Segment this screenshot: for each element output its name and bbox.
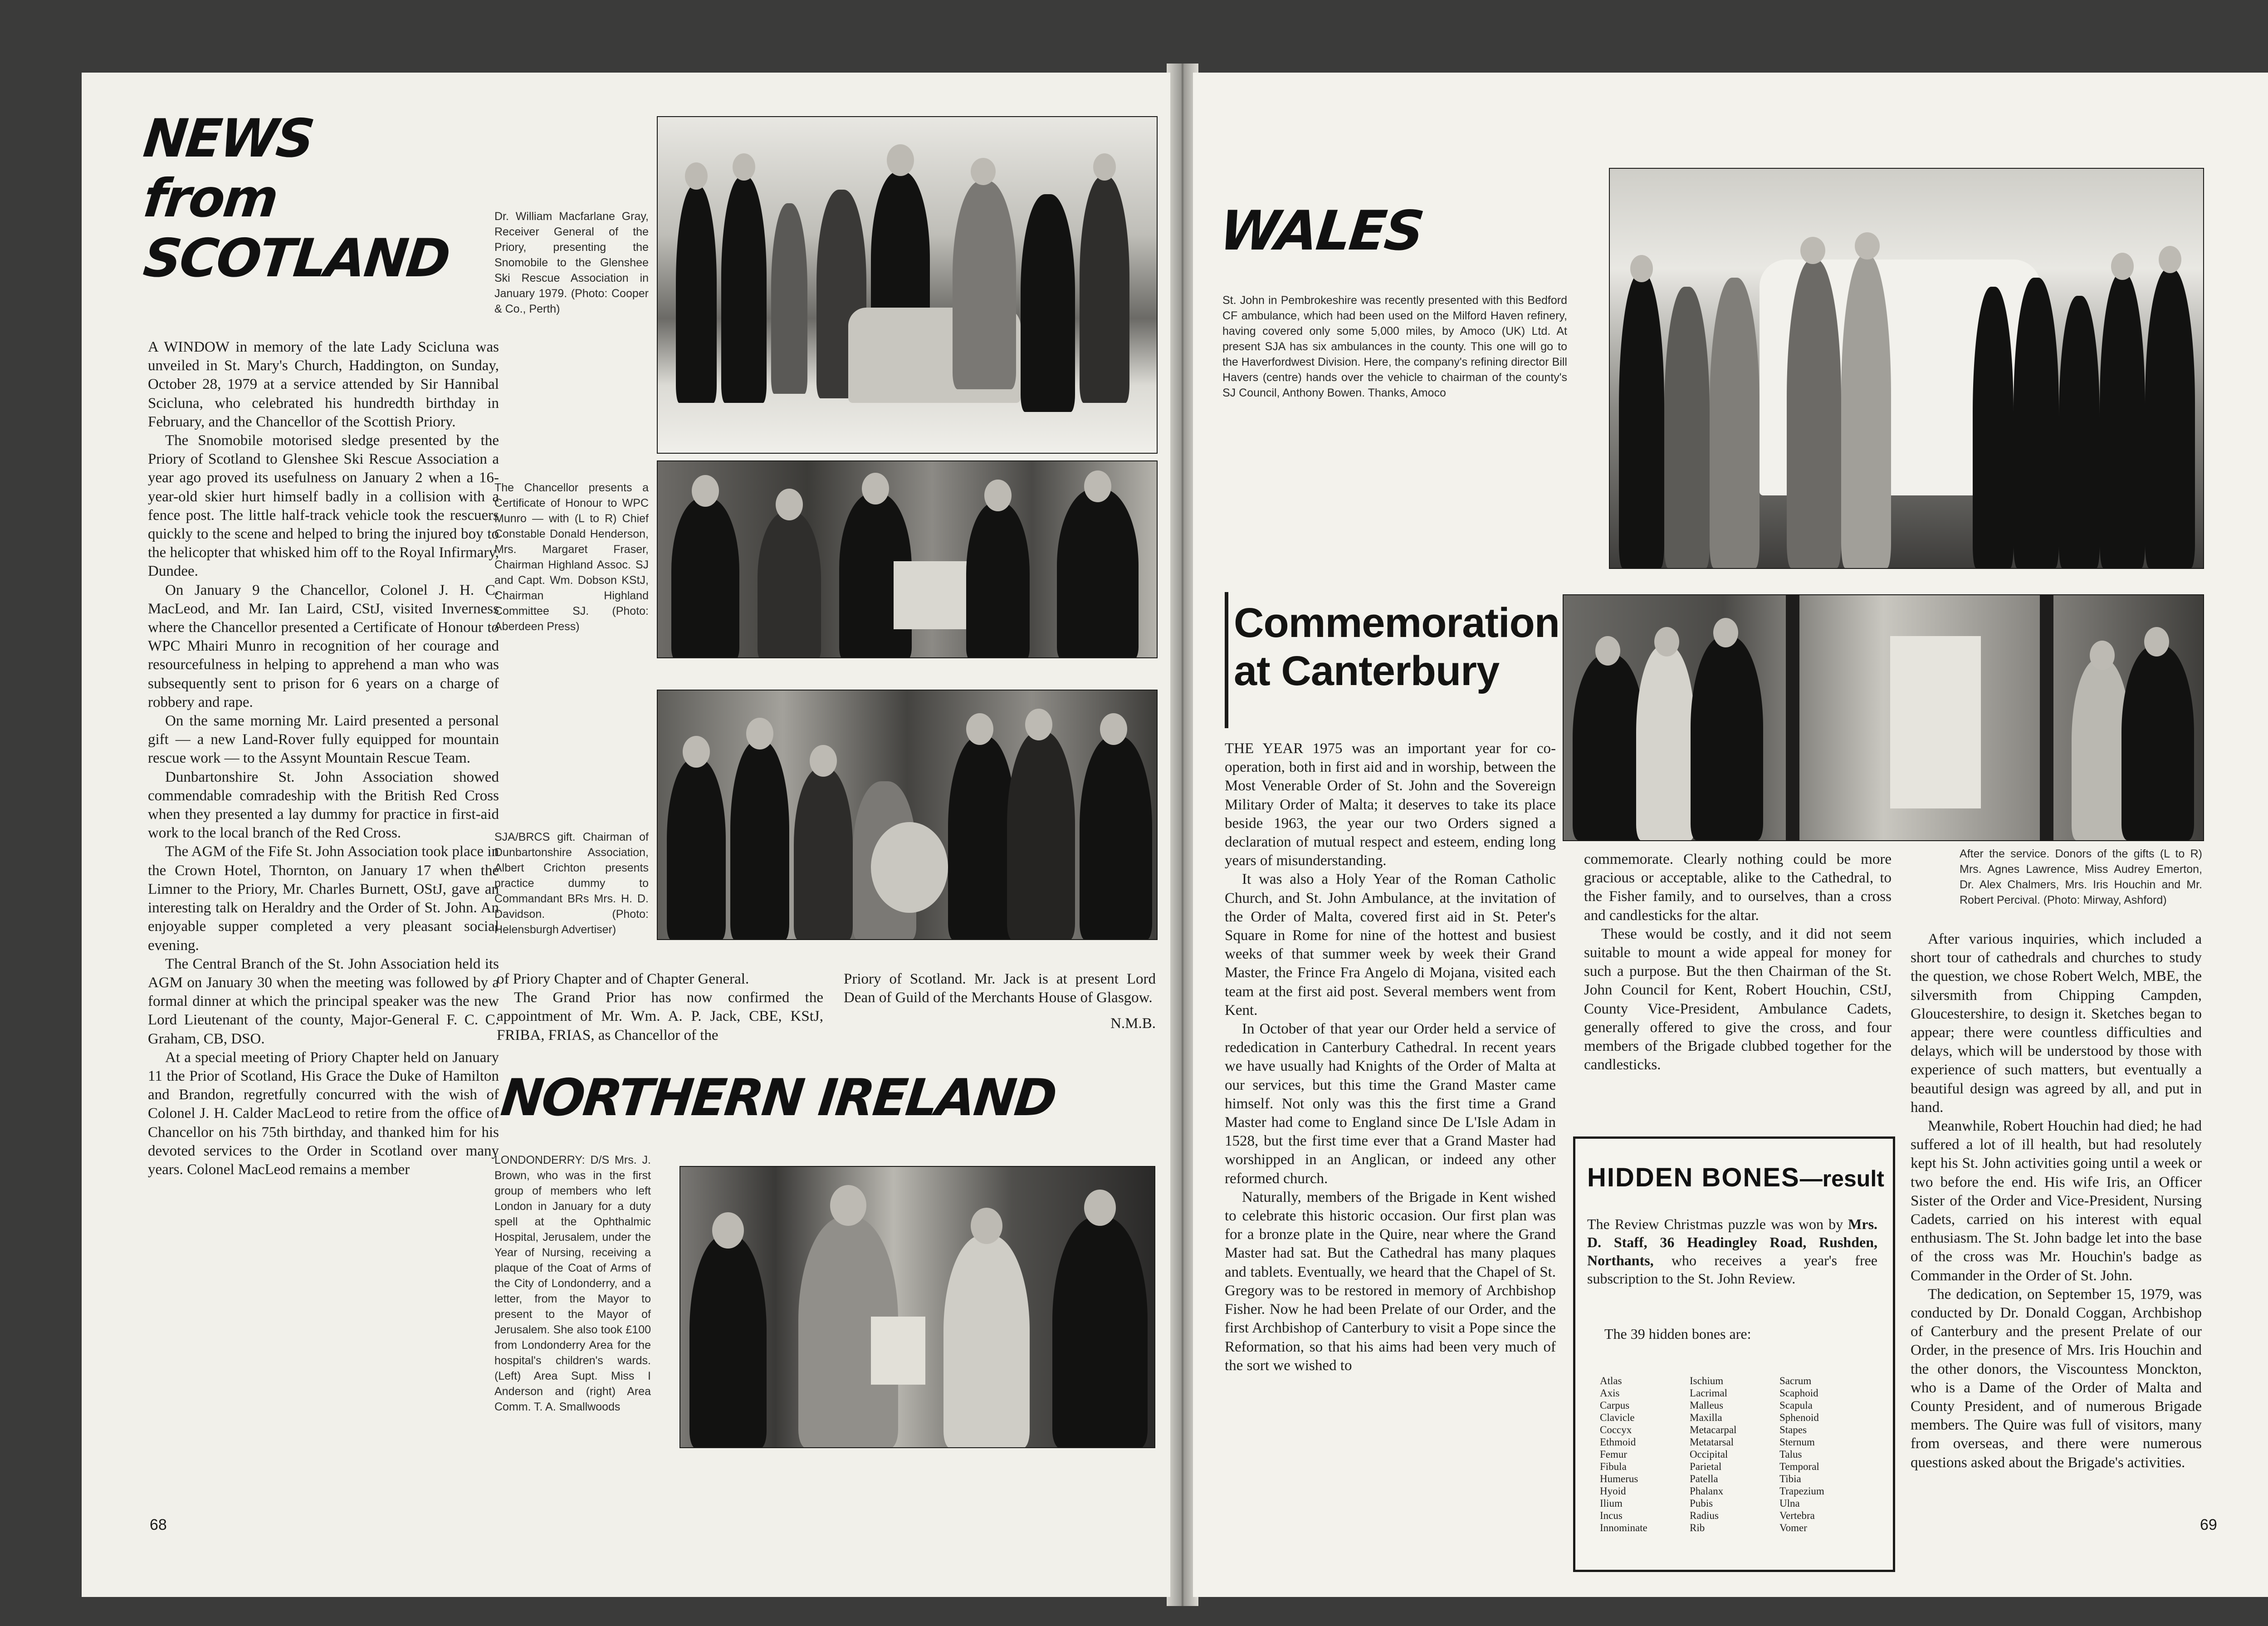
bone-name: Temporal xyxy=(1779,1461,1819,1472)
bone-name: Stapes xyxy=(1779,1424,1807,1435)
scotland-continuation-col2 xyxy=(844,970,1156,1033)
bone-name: Incus xyxy=(1600,1510,1623,1521)
article-paragraph: In October of that year our Order held a service of rededication in Canterbury Cathedral. In recent years we have usually had Knights of the Order of Malta at our services, but this time the Grand Master came himself. Not only was this the first time a Grand Master had come to England since De L'Isle Adam in 1528, but the first time ever that a Grand Master had worshipped in an Anglican, or indeed any other reformed church. xyxy=(1225,1021,1556,1187)
wales-ambulance-photo xyxy=(1609,168,2204,569)
hidden-bones-title-suffix: —result xyxy=(1799,1166,1884,1191)
page-number-right: 69 xyxy=(2200,1516,2217,1533)
certificate-photo xyxy=(657,460,1158,658)
northern-ireland-headline: NORTHERN IRELAND xyxy=(498,1068,1058,1127)
bones-list-col1 xyxy=(1600,1375,1691,1534)
hidden-bones-intro xyxy=(1587,1215,1877,1288)
scotland-continuation-col1 xyxy=(497,970,823,1045)
commemoration-title-line1: Commemoration xyxy=(1234,600,1559,646)
bone-name: Humerus xyxy=(1600,1473,1638,1484)
bone-name: Hyoid xyxy=(1600,1485,1626,1497)
article-paragraph: After various inquiries, which included a short tour of cathedrals and churches to study the question, we chose Robert Welch, MBE, the silversmith from Chipping Campden, Gloucestershire, to design it. Sketches began to appear; there were countless difficulties and delays, which will be understood by those with experience of such matters, but eventually a beautiful design was agreed by all, and put in hand. xyxy=(1911,931,2202,1116)
article-paragraph: The Snomobile motorised sledge presented by the Priory of Scotland to Glenshee Ski Rescue Association a year ago proved its usefulness on January 2 when a 16-year-old skier hurt himself badly in a collision with a fence post. The little half-track vehicle took the rescuers quickly to the scene and helped to bring the injured boy to the helicopter that whisked him off to the Royal Infirmary, Dundee. xyxy=(148,432,499,580)
bones-list-col2 xyxy=(1690,1375,1780,1534)
article-paragraph: The dedication, on September 15, 1979, was conducted by Dr. Donald Coggan, Archbishop of Canterbury and the present Prelate of our Order, in the presence of Mrs. Iris Houchin and the other donors, the Viscountess Monckton, who is a Dame of the Order of Malta and County President, and of numerous Brigade members. The Quire was full of visitors, many from overseas, and there were numerous questions asked about the Brigade's activities. xyxy=(1911,1286,2202,1471)
londonderry-caption: LONDONDERRY: D/S Mrs. J. Brown, who was in the first group of members who left London in January for a duty spell at the Ophthalmic Hospital, Jerusalem, under the Year of Nursing, receiving a plaque of the Coat of Arms of the City of Londonderry, and a letter, from the Mayor to present to the Mayor of Jerusalem. She also took £100 from Londonderry Area for the hospital's children's wards. (Left) Area Supt. Miss I Anderson and (right) Area Comm. T. A. Smallwoods xyxy=(494,1154,651,1413)
snomobile-caption: Dr. William Macfarlane Gray, Receiver General of the Priory, presenting the Snomobile to the Glenshee Ski Rescue Association in January 1979. (Photo: Cooper & Co., Perth) xyxy=(494,210,649,315)
canterbury-photo xyxy=(1563,594,2204,841)
londonderry-photo xyxy=(679,1166,1155,1448)
bone-name: Parietal xyxy=(1690,1461,1722,1472)
bone-name: Sacrum xyxy=(1779,1375,1812,1386)
article-paragraph: It was also a Holy Year of the Roman Catholic Church, and St. John Ambulance, at the invitation of the Order of Malta, covered first aid in St. Peter's Square in Rome for nine of the hottest and busiest weeks of that summer week by week their Grand Master, the Frince Fra Angelo di Mojana, visited each team at the first aid post. Several members went from Kent. xyxy=(1225,871,1556,1019)
continuation-paragraph: of Priory Chapter and of Chapter General. xyxy=(497,971,749,987)
article-paragraph: At a special meeting of Priory Chapter held on January 11 the Prior of Scotland, His Grace the Duke of Hamilton and Brandon, regretfully concurred with the wish of Colonel J. H. Calder MacLeod to retire from the office of Chancellor on his 75th birthday, and thanked him for his devoted services to the Order in Scotland over many years. Colonel MacLeod remains a member xyxy=(148,1049,499,1178)
snomobile-photo xyxy=(657,116,1158,454)
headline-scotland: SCOTLAND xyxy=(140,228,452,289)
hidden-bones-box xyxy=(1573,1136,1895,1572)
bone-name: Axis xyxy=(1600,1387,1620,1399)
bone-name: Fibula xyxy=(1600,1461,1627,1472)
bone-name: Atlas xyxy=(1600,1375,1622,1386)
bone-name: Lacrimal xyxy=(1690,1387,1728,1399)
bone-name: Vertebra xyxy=(1779,1510,1815,1521)
hidden-bones-title xyxy=(1587,1162,1884,1193)
bone-name: Trapezium xyxy=(1779,1485,1824,1497)
bone-name: Tibia xyxy=(1779,1473,1801,1484)
article-paragraph: Meanwhile, Robert Houchin had died; he had suffered a lot of ill health, but had resolutely kept his St. John activities going until a week or two before the end. His wife Iris, an Officer Sister of the Order and Vice-President, Nursing Cadets, carried on his interest with equal enthusiasm. The St. John badge let into the base of the cross was Mr. Houchin's badge as Commander in the Order of St. John. xyxy=(1911,1118,2202,1284)
article-paragraph: A WINDOW in memory of the late Lady Scicluna was unveiled in St. Mary's Church, Haddington, on Sunday, October 28, 1979 at a service attended by Sir Hannibal Scicluna, who celebrated his hundredth birthday in February, and the Chancellor of the Scottish Priory. xyxy=(148,339,499,430)
canterbury-caption: After the service. Donors of the gifts (L to R) Mrs. Agnes Lawrence, Miss Audrey Emerton, Dr. Alex Chalmers, Mrs. Iris Houchin and Mr. Robert Percival. (Photo: Mirway, Ashford) xyxy=(1960,847,2202,906)
bone-name: Rib xyxy=(1690,1522,1705,1533)
continuation-paragraph: Priory of Scotland. Mr. Jack is at present Lord Dean of Guild of the Merchants House of Glasgow. xyxy=(844,971,1156,1006)
bones-intro-post: who receives a year's free subscription to the St. John Review. xyxy=(1587,1252,1878,1287)
article-paragraph: The Central Branch of the St. John Association held its AGM on January 30 when the meeting was followed by a formal dinner at which the principal speaker was the new Lord Lieutenant of the county, Major-General F. C. C. Graham, CB, DSO. xyxy=(148,955,499,1047)
bone-name: Metacarpal xyxy=(1690,1424,1737,1435)
commemoration-title xyxy=(1234,599,1560,695)
scotland-article xyxy=(148,338,499,1179)
dummy-photo xyxy=(657,690,1158,940)
bones-intro-pre: The Review Christmas puzzle was won by xyxy=(1587,1216,1843,1232)
author-initials: N.M.B. xyxy=(1110,1015,1156,1032)
bone-name: Occipital xyxy=(1690,1449,1728,1460)
bone-name: Vomer xyxy=(1779,1522,1807,1533)
article-paragraph: These would be costly, and it did not seem suitable to mount a wide appeal for money for such a purpose. But the then Chairman of the St. John Council for Kent, Robert Houchin, CStJ, County Vice-President, Ambulance Cadets, generally offered to give the cross, and four members of the Brigade clubbed together for the candlesticks. xyxy=(1584,926,1892,1073)
commemoration-col3 xyxy=(1911,930,2202,1472)
bone-name: Patella xyxy=(1690,1473,1718,1484)
article-paragraph: On January 9 the Chancellor, Colonel J. H. C. MacLeod, and Mr. Ian Laird, CStJ, visited Inverness where the Chancellor presented a Certificate of Honour to WPC Mhairi Munro in recognition of her courage and resourcefulness in helping to apprehend a man who was subsequently sent to prison for 6 years on a charge of robbery and rape. xyxy=(148,582,499,710)
commemoration-title-line2: at Canterbury xyxy=(1234,648,1500,694)
right-page xyxy=(1193,73,2268,1597)
article-paragraph: THE YEAR 1975 was an important year for co-operation, both in first aid and in worship, between the Most Venerable Order of St. John and the Sovereign Military Order of Malta; it deserves to take its place beside 1963, the year our two Orders signed a declaration of mutual respect and esteem, ending long years of misunderstanding. xyxy=(1225,740,1556,869)
dummy-caption: SJA/BRCS gift. Chairman of Dunbartonshire Association, Albert Crichton presents practice dummy to Commandant BRs Mrs. H. D. Davidson. (Photo: Helensburgh Advertiser) xyxy=(494,831,649,936)
bone-name: Sternum xyxy=(1779,1436,1815,1448)
bone-name: Coccyx xyxy=(1600,1424,1632,1435)
page-number-left: 68 xyxy=(150,1516,167,1533)
title-rule xyxy=(1225,592,1228,728)
bone-name: Pubis xyxy=(1690,1498,1713,1509)
bone-name: Carpus xyxy=(1600,1400,1630,1411)
article-paragraph: The AGM of the Fife St. John Association took place in the Crown Hotel, Thornton, on January 17 when the Limner to the Priory, Mr. Charles Burnett, OStJ, gave an interesting talk on Heraldry and the Order of St. John. An enjoyable supper completed a very pleasant social evening. xyxy=(148,843,499,954)
article-paragraph: On the same morning Mr. Laird presented a personal gift — a new Land-Rover fully equipped for mountain rescue work — to the Assynt Mountain Rescue Team. xyxy=(148,713,499,767)
bones-list-col3 xyxy=(1779,1375,1870,1534)
bones-winner: Mrs. D. Staff, 36 Headingley Road, Rushden, Northants, xyxy=(1587,1216,1878,1268)
bone-name: Malleus xyxy=(1690,1400,1724,1411)
bone-name: Clavicle xyxy=(1600,1412,1635,1423)
continuation-paragraph: The Grand Prior has now confirmed the appointment of Mr. Wm. A. P. Jack, CBE, KStJ, FRIBA, FRIAS, as Chancellor of the xyxy=(497,989,823,1043)
bone-name: Scapula xyxy=(1779,1400,1813,1411)
bone-name: Ethmoid xyxy=(1600,1436,1636,1448)
headline-from: from xyxy=(140,168,280,229)
scotland-headline xyxy=(140,108,452,289)
wales-caption: St. John in Pembrokeshire was recently presented with this Bedford CF ambulance, which had been used on the Milford Haven refinery, having covered only some 5,000 miles, by Amoco (UK) Ltd. At present SJA has six ambulances in the county. This one will go to the Haverfordwest Division. Here, the company's refining director Bill Havers (centre) hands over the vehicle to chairman of the county's SJ Council, Anthony Bowen. Thanks, Amoco xyxy=(1222,294,1567,399)
commemoration-col1 xyxy=(1225,740,1556,1375)
bones-count-line: The 39 hidden bones are: xyxy=(1604,1326,1751,1342)
bone-name: Scaphoid xyxy=(1779,1387,1818,1399)
bone-name: Sphenoid xyxy=(1779,1412,1819,1423)
bone-name: Femur xyxy=(1600,1449,1628,1460)
commemoration-col2 xyxy=(1584,850,1892,1074)
hidden-bones-title-main: HIDDEN BONES xyxy=(1587,1163,1800,1192)
article-paragraph: Naturally, members of the Brigade in Kent wished to celebrate this historic occasion. Our first plan was for a bronze plate in the Quire, near where the Grand Master had sat. But the Cathedral has many plaques and tablets. Eventually, we heard that the Chapel of St. Gregory was to be restored in memory of Archbishop Fisher. Now he had been Prelate of our Order, and the first Archbishop of Canterbury to visit a Pope since the Reformation, so that his aims had been very much of the sort we wished to xyxy=(1225,1189,1556,1374)
certificate-caption: The Chancellor presents a Certificate of Honour to WPC Munro — with (L to R) Chief Constable Donald Henderson, Mrs. Margaret Fraser, Chairman Highland Assoc. SJ and Capt. Wm. Dobson KStJ, Chairman Highland Committee SJ. (Photo: Aberdeen Press) xyxy=(494,481,649,633)
bone-name: Ilium xyxy=(1600,1498,1623,1509)
article-paragraph: commemorate. Clearly nothing could be more gracious or acceptable, alike to the Cathedral, to the Fisher family, and to ourselves, than a cross and candlesticks for the altar. xyxy=(1584,851,1892,924)
headline-news: NEWS xyxy=(140,108,316,169)
bone-name: Maxilla xyxy=(1690,1412,1722,1423)
bone-name: Ischium xyxy=(1690,1375,1724,1386)
bone-name: Talus xyxy=(1779,1449,1802,1460)
bone-name: Radius xyxy=(1690,1510,1719,1521)
bone-name: Innominate xyxy=(1600,1522,1647,1533)
bone-name: Metatarsal xyxy=(1690,1436,1734,1448)
bone-name: Ulna xyxy=(1779,1498,1800,1509)
wales-headline: WALES xyxy=(1216,200,1426,263)
left-page xyxy=(82,73,1170,1597)
article-paragraph: Dunbartonshire St. John Association showed commendable comradeship with the British Red Cross when they presented a lay dummy for practice in first-aid work to the local branch of the Red Cross. xyxy=(148,769,499,842)
bone-name: Phalanx xyxy=(1690,1485,1724,1497)
